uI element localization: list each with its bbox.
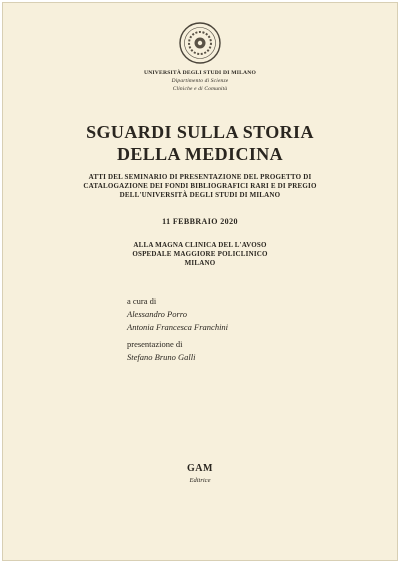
book-description — [43, 173, 357, 200]
description-line-3: DELL'UNIVERSITÀ DEGLI STUDI DI MILANO — [119, 191, 281, 199]
publisher-name: GAM — [187, 463, 213, 474]
description-line-2: CATALOGAZIONE DEI FONDI BIBLIOGRAFICI RARI E DI PREGIO — [83, 182, 317, 190]
venue-line-2: OSPEDALE MAGGIORE POLICLINICO — [132, 250, 268, 258]
university-header — [3, 69, 397, 93]
publisher-city: Editrice — [189, 477, 211, 484]
presenter: Stefano Bruno Galli — [127, 352, 196, 362]
department-name: Dipartimento di Scienze — [171, 78, 229, 84]
venue-line-1: ALLA MAGNA CLINICA DEL L'AVOSO — [133, 241, 267, 249]
university-seal-icon — [178, 21, 222, 65]
book-title — [3, 121, 397, 165]
description-line-1: ATTI DEL SEMINARIO DI PRESENTAZIONE DEL PROGETTO DI — [88, 173, 312, 181]
event-venue — [3, 241, 397, 268]
university-name: UNIVERSITÀ DEGLI STUDI DI MILANO — [143, 70, 257, 76]
presentation-label: presentazione di — [127, 339, 183, 349]
editor-2: Antonia Francesca Franchini — [127, 322, 229, 332]
title-line-2: DELLA MEDICINA — [116, 144, 284, 164]
venue-line-3: MILANO — [184, 259, 216, 267]
editor-1: Alessandro Porro — [127, 309, 188, 319]
edited-by-label: a cura di — [127, 296, 157, 306]
title-line-1: SGUARDI SULLA STORIA — [86, 122, 314, 142]
department-sub: Cliniche e di Comunità — [172, 86, 228, 92]
event-date: 11 FEBBRAIO 2020 — [162, 217, 238, 226]
book-cover — [2, 2, 398, 561]
credits — [127, 295, 228, 364]
